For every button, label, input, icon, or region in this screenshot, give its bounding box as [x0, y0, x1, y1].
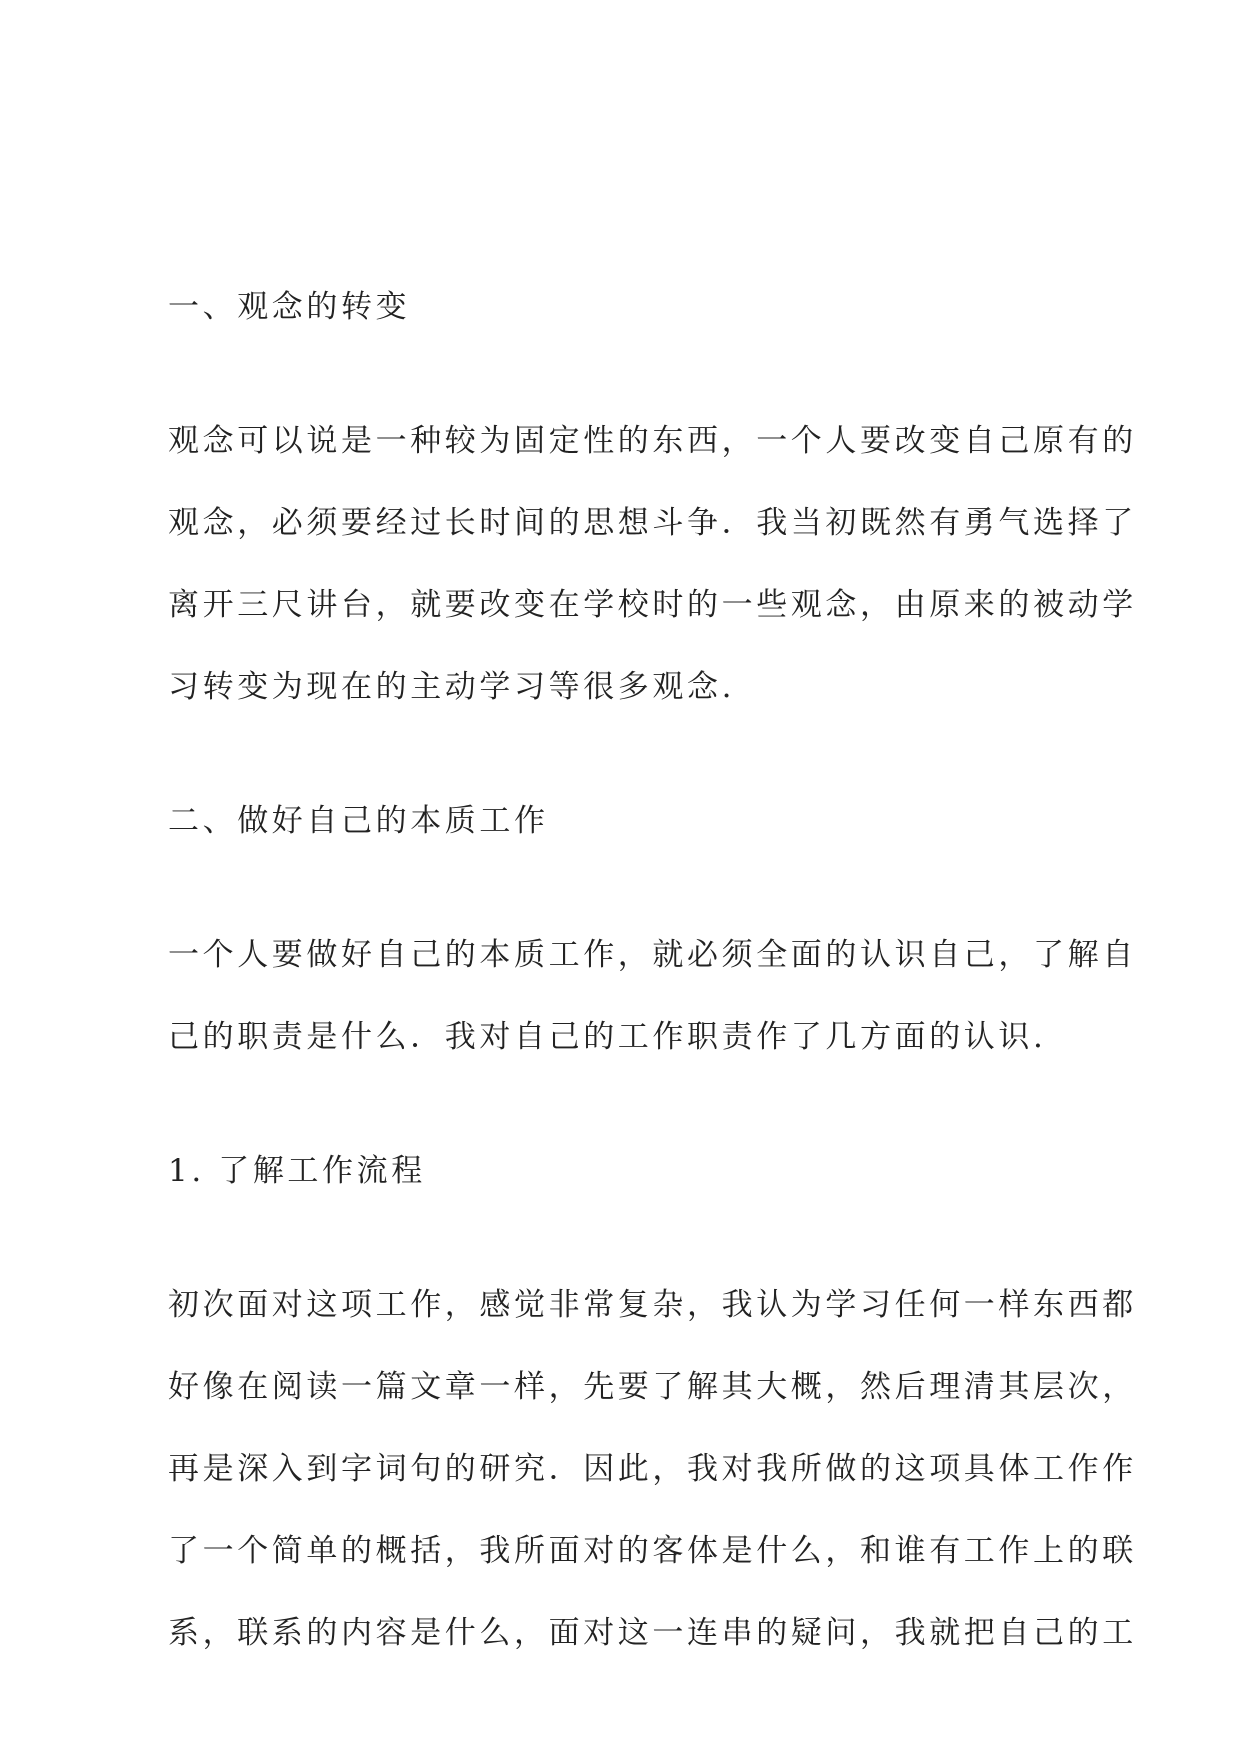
section-heading-2: 二、做好自己的本质工作	[168, 803, 549, 839]
paragraph-line: 系，联系的内容是什么，面对这一连串的疑问，我就把自己的工	[168, 1615, 1137, 1651]
paragraph-line: 初次面对这项工作，感觉非常复杂，我认为学习任何一样东西都	[168, 1287, 1137, 1323]
subsection-heading-1: 1. 了解工作流程	[168, 1153, 426, 1189]
paragraph-line: 习转变为现在的主动学习等很多观念.	[168, 669, 736, 705]
paragraph-line: 一个人要做好自己的本质工作，就必须全面的认识自己，了解自	[168, 937, 1137, 973]
paragraph-line: 己的职责是什么．我对自己的工作职责作了几方面的认识.	[168, 1019, 1047, 1055]
paragraph-line: 离开三尺讲台，就要改变在学校时的一些观念，由原来的被动学	[168, 587, 1137, 623]
paragraph-line: 了一个简单的概括，我所面对的客体是什么，和谁有工作上的联	[168, 1533, 1137, 1569]
paragraph-3	[168, 1285, 1137, 1653]
paragraph-line: 再是深入到字词句的研究．因此，我对我所做的这项具体工作作	[168, 1451, 1137, 1487]
section-heading-1: 一、观念的转变	[168, 289, 411, 325]
paragraph-line: 观念，必须要经过长时间的思想斗争．我当初既然有勇气选择了	[168, 505, 1137, 541]
paragraph-line: 好像在阅读一篇文章一样，先要了解其大概，然后理清其层次，	[168, 1369, 1137, 1405]
paragraph-1	[168, 421, 1137, 707]
paragraph-line: 观念可以说是一种较为固定性的东西，一个人要改变自己原有的	[168, 423, 1137, 459]
paragraph-2	[168, 935, 1137, 1057]
document-body	[168, 287, 1137, 1653]
